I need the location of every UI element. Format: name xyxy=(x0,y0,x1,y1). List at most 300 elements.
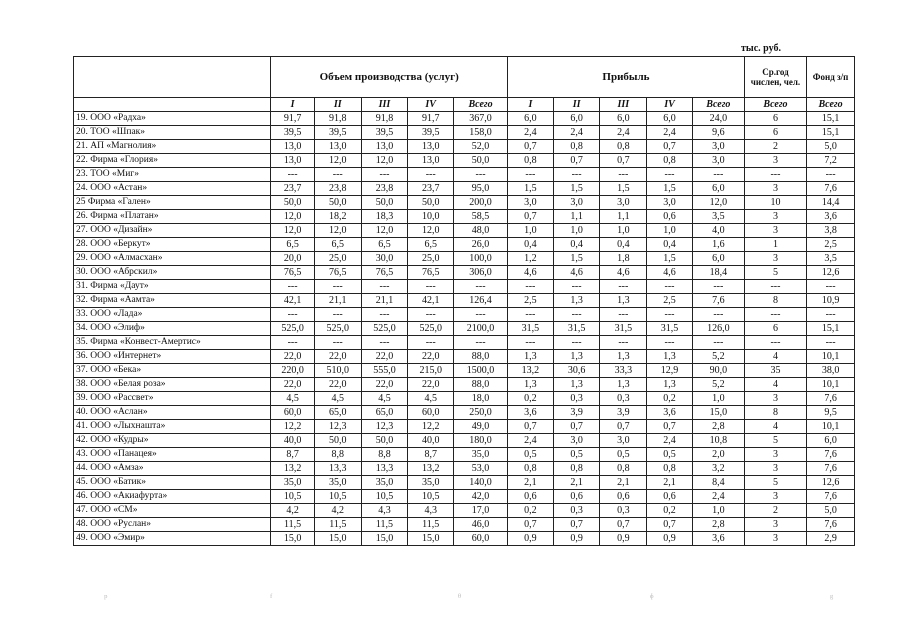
value-cell: 1,8 xyxy=(600,252,647,266)
value-cell: 4,5 xyxy=(314,392,361,406)
value-cell: 158,0 xyxy=(454,126,508,140)
value-cell: 8,7 xyxy=(271,448,315,462)
enterprise-name-cell: 43. ООО «Панацея» xyxy=(74,448,271,462)
value-cell: 3 xyxy=(744,532,806,546)
value-cell: 95,0 xyxy=(454,182,508,196)
value-cell: 5,0 xyxy=(807,140,855,154)
value-cell: 0,4 xyxy=(508,238,554,252)
enterprise-name-cell: 47. ООО «СМ» xyxy=(74,504,271,518)
header-sub-blank xyxy=(74,98,271,112)
value-cell: 10,5 xyxy=(271,490,315,504)
value-cell: 40,0 xyxy=(271,434,315,448)
value-cell: 50,0 xyxy=(314,434,361,448)
value-cell: 6,0 xyxy=(508,112,554,126)
value-cell: 0,3 xyxy=(600,392,647,406)
value-cell: 0,7 xyxy=(508,140,554,154)
value-cell: 13,2 xyxy=(508,364,554,378)
enterprise-name-cell: 24. ООО «Астан» xyxy=(74,182,271,196)
value-cell: 3 xyxy=(744,392,806,406)
enterprise-name-cell: 28. ООО «Беркут» xyxy=(74,238,271,252)
value-cell: 50,0 xyxy=(408,196,454,210)
value-cell: 6,0 xyxy=(692,252,744,266)
value-cell: 1,3 xyxy=(553,378,600,392)
value-cell: 1,0 xyxy=(647,224,693,238)
enterprise-name-cell: 29. ООО «Алмасхан» xyxy=(74,252,271,266)
value-cell: 22,0 xyxy=(314,350,361,364)
value-cell: 76,5 xyxy=(408,266,454,280)
value-cell: 20,0 xyxy=(271,252,315,266)
units-label: тыс. руб. xyxy=(741,43,781,54)
value-cell: 215,0 xyxy=(408,364,454,378)
value-cell: 6 xyxy=(744,322,806,336)
value-cell: 250,0 xyxy=(454,406,508,420)
value-cell: 35,0 xyxy=(408,476,454,490)
value-cell: 1,5 xyxy=(647,182,693,196)
value-cell: 126,4 xyxy=(454,294,508,308)
value-cell: 2,4 xyxy=(600,126,647,140)
value-cell: --- xyxy=(314,336,361,350)
value-cell: 91,8 xyxy=(361,112,408,126)
value-cell: 17,0 xyxy=(454,504,508,518)
value-cell: 15,0 xyxy=(692,406,744,420)
value-cell: 18,2 xyxy=(314,210,361,224)
value-cell: 0,9 xyxy=(553,532,600,546)
header-sub-cell: III xyxy=(600,98,647,112)
value-cell: 3,0 xyxy=(508,196,554,210)
enterprise-name-cell: 30. ООО «Абрскил» xyxy=(74,266,271,280)
value-cell: 4,6 xyxy=(600,266,647,280)
value-cell: 2,5 xyxy=(807,238,855,252)
value-cell: 0,5 xyxy=(553,448,600,462)
value-cell: 2,5 xyxy=(647,294,693,308)
value-cell: 50,0 xyxy=(454,154,508,168)
enterprise-name-cell: 48. ООО «Руслан» xyxy=(74,518,271,532)
value-cell: 39,5 xyxy=(271,126,315,140)
value-cell: 0,6 xyxy=(647,490,693,504)
value-cell: 0,6 xyxy=(647,210,693,224)
value-cell: 3,5 xyxy=(692,210,744,224)
value-cell: 6,5 xyxy=(271,238,315,252)
value-cell: 0,7 xyxy=(600,420,647,434)
value-cell: 60,0 xyxy=(454,532,508,546)
value-cell: 0,7 xyxy=(647,518,693,532)
value-cell: 13,0 xyxy=(408,140,454,154)
value-cell: --- xyxy=(454,308,508,322)
value-cell: 12,0 xyxy=(361,224,408,238)
header-sub-cell: Всего xyxy=(807,98,855,112)
value-cell: 10,8 xyxy=(692,434,744,448)
value-cell: 1,0 xyxy=(600,224,647,238)
value-cell: 10,9 xyxy=(807,294,855,308)
table-row xyxy=(74,308,855,322)
enterprise-name-cell: 38. ООО «Белая роза» xyxy=(74,378,271,392)
value-cell: 1,3 xyxy=(600,378,647,392)
value-cell: 23,8 xyxy=(314,182,361,196)
value-cell: 12,6 xyxy=(807,476,855,490)
value-cell: 306,0 xyxy=(454,266,508,280)
value-cell: 3,0 xyxy=(600,434,647,448)
value-cell: --- xyxy=(271,168,315,182)
value-cell: 0,3 xyxy=(600,504,647,518)
value-cell: 2,4 xyxy=(508,434,554,448)
value-cell: 0,2 xyxy=(508,392,554,406)
value-cell: 1,3 xyxy=(600,294,647,308)
value-cell: 15,1 xyxy=(807,322,855,336)
value-cell: 2,4 xyxy=(647,126,693,140)
value-cell: 1,1 xyxy=(600,210,647,224)
value-cell: 0,4 xyxy=(600,238,647,252)
value-cell: 12,0 xyxy=(271,224,315,238)
pencil-mark: ᶲ xyxy=(650,592,654,604)
value-cell: 0,7 xyxy=(508,210,554,224)
value-cell: 8,8 xyxy=(361,448,408,462)
value-cell: 9,5 xyxy=(807,406,855,420)
enterprise-name-cell: 41. ООО «Лыхнашта» xyxy=(74,420,271,434)
value-cell: 8 xyxy=(744,294,806,308)
value-cell: 3 xyxy=(744,182,806,196)
value-cell: 1,3 xyxy=(508,378,554,392)
value-cell: 12,3 xyxy=(361,420,408,434)
value-cell: 2 xyxy=(744,504,806,518)
value-cell: 65,0 xyxy=(361,406,408,420)
value-cell: 0,5 xyxy=(600,448,647,462)
value-cell: 3 xyxy=(744,490,806,504)
table-row xyxy=(74,196,855,210)
table-row xyxy=(74,154,855,168)
value-cell: 2 xyxy=(744,140,806,154)
value-cell: 4,0 xyxy=(692,224,744,238)
value-cell: 7,6 xyxy=(807,392,855,406)
table-row xyxy=(74,266,855,280)
value-cell: 0,4 xyxy=(647,238,693,252)
value-cell: 0,3 xyxy=(553,392,600,406)
value-cell: 4,6 xyxy=(553,266,600,280)
value-cell: 90,0 xyxy=(692,364,744,378)
value-cell: 39,5 xyxy=(314,126,361,140)
enterprise-name-cell: 46. ООО «Акиафурта» xyxy=(74,490,271,504)
value-cell: --- xyxy=(361,168,408,182)
pencil-mark: ᶿ xyxy=(458,592,461,604)
value-cell: 12,0 xyxy=(692,196,744,210)
value-cell: 2100,0 xyxy=(454,322,508,336)
value-cell: 0,9 xyxy=(600,532,647,546)
table-row xyxy=(74,294,855,308)
value-cell: --- xyxy=(692,280,744,294)
value-cell: 5,0 xyxy=(807,504,855,518)
value-cell: --- xyxy=(408,308,454,322)
value-cell: --- xyxy=(508,280,554,294)
value-cell: 3 xyxy=(744,154,806,168)
value-cell: 91,7 xyxy=(271,112,315,126)
value-cell: 4,5 xyxy=(271,392,315,406)
value-cell: 50,0 xyxy=(314,196,361,210)
table-row xyxy=(74,126,855,140)
value-cell: 10,1 xyxy=(807,350,855,364)
value-cell: 0,7 xyxy=(600,154,647,168)
value-cell: 7,6 xyxy=(807,462,855,476)
value-cell: 1,3 xyxy=(647,350,693,364)
value-cell: --- xyxy=(647,280,693,294)
value-cell: --- xyxy=(314,168,361,182)
value-cell: --- xyxy=(744,308,806,322)
header-sub-cell: I xyxy=(508,98,554,112)
value-cell: --- xyxy=(271,308,315,322)
value-cell: 3 xyxy=(744,448,806,462)
value-cell: 3,0 xyxy=(553,196,600,210)
table-row xyxy=(74,238,855,252)
value-cell: 7,2 xyxy=(807,154,855,168)
value-cell: 7,6 xyxy=(807,182,855,196)
value-cell: 46,0 xyxy=(454,518,508,532)
value-cell: 4,5 xyxy=(408,392,454,406)
enterprise-name-cell: 20. ТОО «Шпак» xyxy=(74,126,271,140)
value-cell: 50,0 xyxy=(361,434,408,448)
value-cell: 21,1 xyxy=(314,294,361,308)
value-cell: 3,9 xyxy=(600,406,647,420)
enterprise-name-cell: 34. ООО «Элиф» xyxy=(74,322,271,336)
value-cell: 13,0 xyxy=(314,140,361,154)
value-cell: 11,5 xyxy=(408,518,454,532)
value-cell: 0,8 xyxy=(647,462,693,476)
value-cell: 35,0 xyxy=(314,476,361,490)
value-cell: 1,5 xyxy=(647,252,693,266)
value-cell: 12,0 xyxy=(361,154,408,168)
value-cell: 4,3 xyxy=(408,504,454,518)
value-cell: 7,6 xyxy=(807,490,855,504)
table-row xyxy=(74,504,855,518)
value-cell: 3,0 xyxy=(647,196,693,210)
value-cell: 6,0 xyxy=(553,112,600,126)
value-cell: 8 xyxy=(744,406,806,420)
table-row xyxy=(74,462,855,476)
value-cell: --- xyxy=(692,336,744,350)
value-cell: 0,8 xyxy=(508,154,554,168)
enterprise-name-cell: 42. ООО «Кудры» xyxy=(74,434,271,448)
value-cell: 15,1 xyxy=(807,126,855,140)
table-row xyxy=(74,252,855,266)
value-cell: --- xyxy=(553,336,600,350)
value-cell: --- xyxy=(408,168,454,182)
value-cell: 10 xyxy=(744,196,806,210)
enterprise-name-cell: 33. ООО «Лада» xyxy=(74,308,271,322)
value-cell: 23,7 xyxy=(271,182,315,196)
table-row xyxy=(74,490,855,504)
value-cell: 31,5 xyxy=(508,322,554,336)
value-cell: 13,0 xyxy=(408,154,454,168)
value-cell: --- xyxy=(361,280,408,294)
value-cell: 1 xyxy=(744,238,806,252)
value-cell: 10,1 xyxy=(807,420,855,434)
value-cell: 22,0 xyxy=(408,350,454,364)
value-cell: 39,5 xyxy=(361,126,408,140)
value-cell: 0,9 xyxy=(508,532,554,546)
value-cell: 18,0 xyxy=(454,392,508,406)
value-cell: 6,5 xyxy=(361,238,408,252)
value-cell: 13,2 xyxy=(271,462,315,476)
value-cell: --- xyxy=(361,336,408,350)
value-cell: 13,2 xyxy=(408,462,454,476)
enterprise-name-cell: 44. ООО «Амза» xyxy=(74,462,271,476)
value-cell: 12,9 xyxy=(647,364,693,378)
value-cell: 0,3 xyxy=(553,504,600,518)
value-cell: --- xyxy=(271,280,315,294)
value-cell: 4,5 xyxy=(361,392,408,406)
table-row xyxy=(74,518,855,532)
value-cell: --- xyxy=(408,336,454,350)
table-row xyxy=(74,210,855,224)
value-cell: 2,5 xyxy=(508,294,554,308)
value-cell: 200,0 xyxy=(454,196,508,210)
value-cell: 42,0 xyxy=(454,490,508,504)
value-cell: 5 xyxy=(744,434,806,448)
value-cell: 3,9 xyxy=(553,406,600,420)
value-cell: 3 xyxy=(744,252,806,266)
value-cell: 3 xyxy=(744,462,806,476)
value-cell: --- xyxy=(454,336,508,350)
header-sub-cell: II xyxy=(314,98,361,112)
value-cell: 2,1 xyxy=(647,476,693,490)
value-cell: 21,1 xyxy=(361,294,408,308)
enterprise-name-cell: 21. АП «Магнолия» xyxy=(74,140,271,154)
table-row xyxy=(74,336,855,350)
value-cell: 1,3 xyxy=(553,294,600,308)
value-cell: 525,0 xyxy=(271,322,315,336)
value-cell: 31,5 xyxy=(647,322,693,336)
value-cell: 22,0 xyxy=(314,378,361,392)
value-cell: 12,3 xyxy=(314,420,361,434)
value-cell: 2,4 xyxy=(647,434,693,448)
enterprise-table xyxy=(73,56,855,546)
value-cell: 38,0 xyxy=(807,364,855,378)
value-cell: 2,4 xyxy=(692,490,744,504)
table-row xyxy=(74,364,855,378)
table-row xyxy=(74,350,855,364)
value-cell: 3 xyxy=(744,518,806,532)
table-row xyxy=(74,378,855,392)
value-cell: 1,5 xyxy=(508,182,554,196)
value-cell: 6,0 xyxy=(692,182,744,196)
value-cell: 4,3 xyxy=(361,504,408,518)
value-cell: 10,5 xyxy=(361,490,408,504)
enterprise-name-cell: 49. ООО «Эмир» xyxy=(74,532,271,546)
value-cell: 2,1 xyxy=(600,476,647,490)
header-sub-cell: Всего xyxy=(744,98,806,112)
value-cell: 12,6 xyxy=(807,266,855,280)
value-cell: 30,0 xyxy=(361,252,408,266)
value-cell: 11,5 xyxy=(361,518,408,532)
value-cell: --- xyxy=(553,280,600,294)
table-row xyxy=(74,168,855,182)
value-cell: 1,6 xyxy=(692,238,744,252)
value-cell: 7,6 xyxy=(807,518,855,532)
value-cell: 3 xyxy=(744,224,806,238)
value-cell: 1,3 xyxy=(508,350,554,364)
header-sub-cell: III xyxy=(361,98,408,112)
value-cell: 9,6 xyxy=(692,126,744,140)
value-cell: 76,5 xyxy=(271,266,315,280)
value-cell: --- xyxy=(647,168,693,182)
value-cell: 2,1 xyxy=(553,476,600,490)
enterprise-name-cell: 45. ООО «Батик» xyxy=(74,476,271,490)
value-cell: --- xyxy=(600,280,647,294)
value-cell: 12,0 xyxy=(408,224,454,238)
value-cell: 60,0 xyxy=(408,406,454,420)
value-cell: 22,0 xyxy=(361,378,408,392)
value-cell: 76,5 xyxy=(314,266,361,280)
value-cell: 5 xyxy=(744,476,806,490)
value-cell: 0,7 xyxy=(508,518,554,532)
value-cell: 1,5 xyxy=(553,252,600,266)
value-cell: 4 xyxy=(744,350,806,364)
header-wage-fund: Фонд з/п xyxy=(807,57,855,98)
value-cell: 12,0 xyxy=(314,224,361,238)
value-cell: --- xyxy=(408,280,454,294)
value-cell: 1,0 xyxy=(508,224,554,238)
value-cell: --- xyxy=(553,308,600,322)
value-cell: --- xyxy=(508,308,554,322)
value-cell: 91,8 xyxy=(314,112,361,126)
value-cell: 0,7 xyxy=(647,140,693,154)
value-cell: 35,0 xyxy=(361,476,408,490)
value-cell: 35,0 xyxy=(271,476,315,490)
pencil-mark: ᶠ xyxy=(270,592,273,604)
value-cell: 35,0 xyxy=(454,448,508,462)
value-cell: 0,9 xyxy=(647,532,693,546)
value-cell: --- xyxy=(454,168,508,182)
enterprise-name-cell: 27. ООО «Дизайн» xyxy=(74,224,271,238)
value-cell: 8,7 xyxy=(408,448,454,462)
value-cell: 0,7 xyxy=(647,420,693,434)
value-cell: 180,0 xyxy=(454,434,508,448)
value-cell: 4 xyxy=(744,420,806,434)
value-cell: 52,0 xyxy=(454,140,508,154)
enterprise-name-cell: 35. Фирма «Конвест-Амертис» xyxy=(74,336,271,350)
value-cell: --- xyxy=(361,308,408,322)
value-cell: 0,7 xyxy=(553,420,600,434)
value-cell: 13,0 xyxy=(271,154,315,168)
value-cell: 0,2 xyxy=(647,392,693,406)
table-row xyxy=(74,448,855,462)
value-cell: 2,4 xyxy=(553,126,600,140)
table-row xyxy=(74,406,855,420)
value-cell: 91,7 xyxy=(408,112,454,126)
value-cell: --- xyxy=(553,168,600,182)
enterprise-name-cell: 39. ООО «Рассвет» xyxy=(74,392,271,406)
value-cell: 100,0 xyxy=(454,252,508,266)
value-cell: 6 xyxy=(744,126,806,140)
value-cell: 33,3 xyxy=(600,364,647,378)
value-cell: --- xyxy=(600,336,647,350)
value-cell: --- xyxy=(314,280,361,294)
value-cell: 0,5 xyxy=(508,448,554,462)
value-cell: 76,5 xyxy=(361,266,408,280)
enterprise-name-cell: 36. ООО «Интернет» xyxy=(74,350,271,364)
value-cell: 22,0 xyxy=(361,350,408,364)
value-cell: 3,0 xyxy=(553,434,600,448)
value-cell: 22,0 xyxy=(271,350,315,364)
header-profit: Прибыль xyxy=(508,57,745,98)
table-row xyxy=(74,182,855,196)
value-cell: 6,0 xyxy=(600,112,647,126)
value-cell: 2,9 xyxy=(807,532,855,546)
table-row xyxy=(74,112,855,126)
header-avg-staff: Ср.год числен, чел. xyxy=(744,57,806,98)
table-row xyxy=(74,476,855,490)
value-cell: 6 xyxy=(744,112,806,126)
value-cell: 6,0 xyxy=(807,434,855,448)
value-cell: 15,0 xyxy=(408,532,454,546)
value-cell: 88,0 xyxy=(454,350,508,364)
